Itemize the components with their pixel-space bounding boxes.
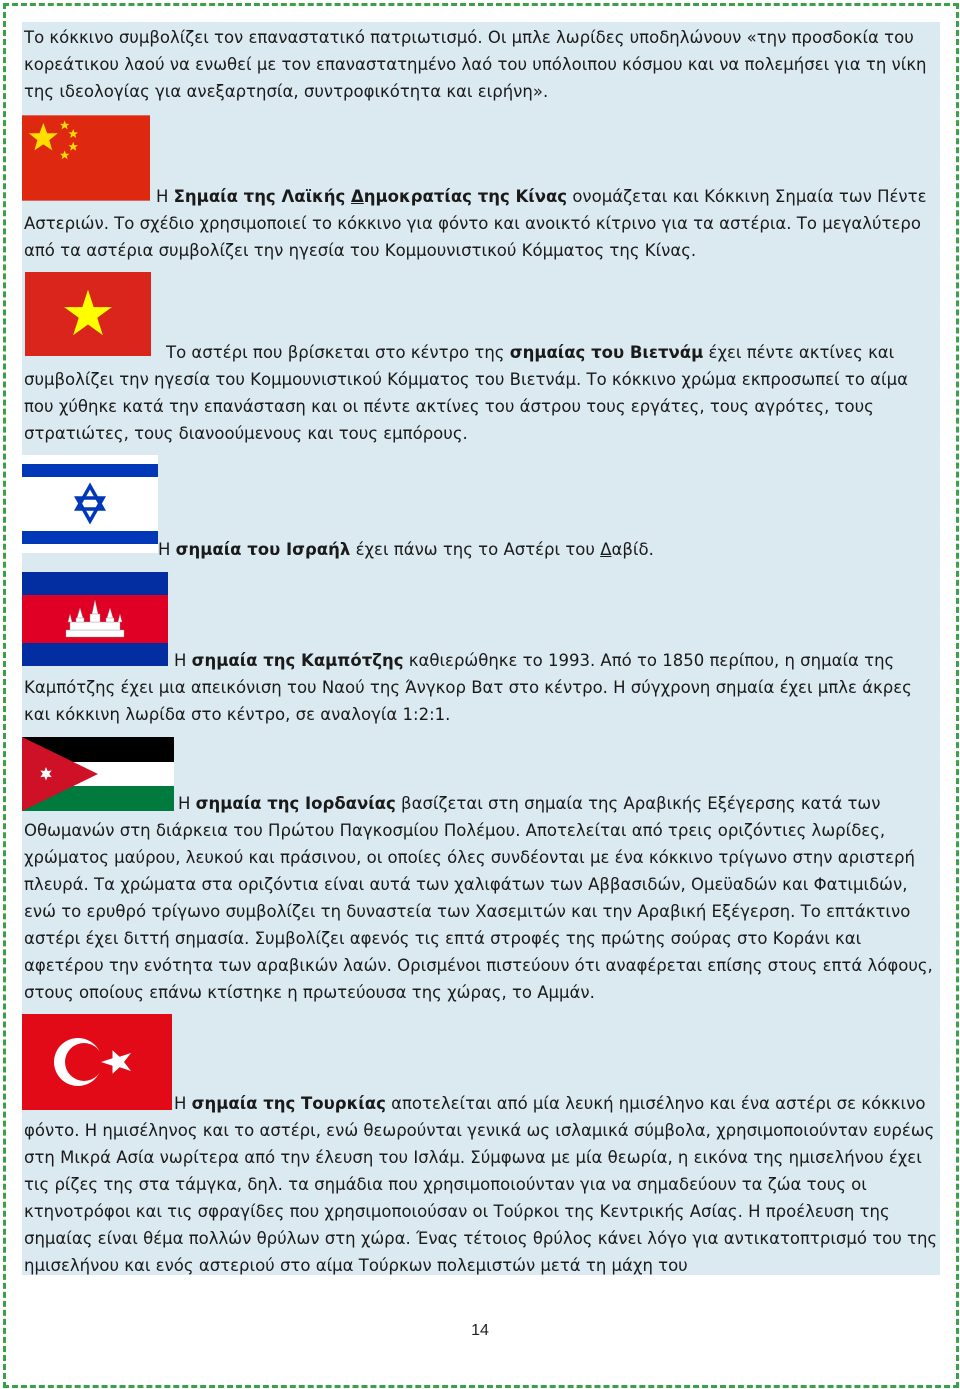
jordan-rest: βασίζεται στη σημαία της Αραβικής Εξέγερσης κατά των Οθωμανών στη διάρκεια του Πρώτου Παγκοσμίου Πολέμου. Αποτελείται από τρεις οριζόντιες λωρίδες, χρώματος μαύρου, λευκού και πράσινου, οι οποίες όλες συνδέονται με ένα κόκκινο τρίγωνο στην αριστερή πλευρά. Τα χρώματα στα οριζόντια είναι αυτά των χαλιφάτων των Αββασιδών, Ομεϋαδών και Φατιμιδών, ενώ το ερυθρό τρίγωνο συμβολίζει τη δυναστεία των Χασεμιτών και την Αραβική Εξέγερση. Το επτάκτινο αστέρι έχει διττή σημασία. Συμβολίζει αφενός τις επτά στροφές της πρώτης σούρας στο Κοράνι και αφετέρου την ενότητα των αραβικών λαών. Ορισμένοι πιστεύουν ότι αναφέρεται επίσης στους επτά λόφους, στους οποίους επάνω κτίστηκε η πρωτεύουσα της χώρας, το Αμμάν. [24,794,933,1002]
israel-mid: έχει πάνω της το Αστέρι του [350,540,601,559]
turkey-paragraph [24,1090,938,1279]
israel-bold: σημαία του Ισραήλ [175,540,351,559]
vietnam-paragraph [24,339,938,447]
china-pre: Η [156,187,174,206]
israel-paragraph [24,536,938,563]
jordan-bold: σημαία της Ιορδανίας [195,794,396,813]
israel-underlined: Δ [600,540,612,559]
china-rest: ονομάζεται και Κόκκινη Σημαία των Πέντε Αστεριών. Το σχέδιο χρησιμοποιεί το κόκκινο για φόντο και ανοικτό κίτρινο για τα αστέρια. Το μεγαλύτερο από τα αστέρια συμβολίζει την ηγεσία του Κομμουνιστικού Κόμματος της Κίνας. [24,187,927,260]
china-bold-2: ημοκρατίας της Κίνας [363,187,568,206]
china-bold-underlined: Δ [351,187,364,206]
cambodia-rest: καθιερώθηκε το 1993. Από το 1850 περίπου, η σημαία της Καμπότζης έχει μια απεικόνιση του Ναού της Άνγκορ Βατ στο κέντρο. Η σύγχρονη σημαία έχει μπλε άκρες και κόκκινη λωρίδα στο κέντρο, σε αναλογία 1:2:1. [24,651,912,724]
page-number: 14 [471,1322,489,1339]
cambodia-bold: σημαία της Καμπότζης [191,651,404,670]
cambodia-pre: Η [174,651,192,670]
vietnam-bold: σημαίας του Βιετνάμ [509,343,704,362]
jordan-paragraph [24,790,938,1006]
content-area [22,22,940,1275]
china-paragraph [24,183,938,264]
turkey-pre: Η [174,1094,192,1113]
intro-paragraph [24,24,938,105]
intro-text: Το κόκκινο συμβολίζει τον επαναστατικό πατριωτισμό. Οι μπλε λωρίδες υποδηλώνουν «την προσδοκία του κορεάτικου λαού να ενωθεί με τον επαναστατημένο λαό του υπόλοιπου κόσμου και να πολεμήσει για τη νίκη της ιδεολογίας για ανεξαρτησία, συντροφικότητα και ειρήνη». [24,28,927,101]
vietnam-rest: έχει πέντε ακτίνες και συμβολίζει την ηγεσία του Κομμουνιστικού Κόμματος του Βιετνάμ. Το κόκκινο χρώμα εκπροσωπεί το αίμα που χύθηκε κατά την επανάσταση και οι πέντε ακτίνες του άστρου τους εργάτες, τους αγρότες, τους στρατιώτες, τους διανοούμενους και τους εμπόρους. [24,343,908,443]
israel-rest: αβίδ. [611,540,654,559]
israel-pre: Η [158,540,176,559]
china-bold: Σημαία της Λαϊκής [173,187,351,206]
cambodia-paragraph [24,647,938,728]
turkey-bold: σημαία της Τουρκίας [191,1094,386,1113]
vietnam-pre: Το αστέρι που βρίσκεται στο κέντρο της [166,343,510,362]
jordan-pre: Η [178,794,196,813]
turkey-rest: αποτελείται από μία λευκή ημισέληνο και ένα αστέρι σε κόκκινο φόντο. Η ημισέληνος και το αστέρι, ενώ θεωρούνται γενικά ως ισλαμικά σύμβολα, χρησιμοποιούνταν ευρέως στη Μικρά Ασία νωρίτερα από την έλευση του Ισλάμ. Σύμφωνα με μία θεωρία, η εικόνα της ημισελήνου έχει τις ρίζες της στα τάμγκα, δηλ. τα σημάδια που χρησιμοποιούνταν για να σημαδεύουν τα ζώα τους οι κτηνοτρόφοι και τις σφραγίδες που χρησιμοποιούσαν οι Τούρκοι της Κεντρικής Ασίας. Η προέλευση της σημαίας είναι θέμα πολλών θρύλων στη χώρα. Ένας τέτοιος θρύλος κάνει λόγο για αντικατοπτρισμό του της ημισελήνου και ενός αστεριού στο αίμα Τούρκων πολεμιστών μετά τη μάχη του [24,1094,938,1275]
